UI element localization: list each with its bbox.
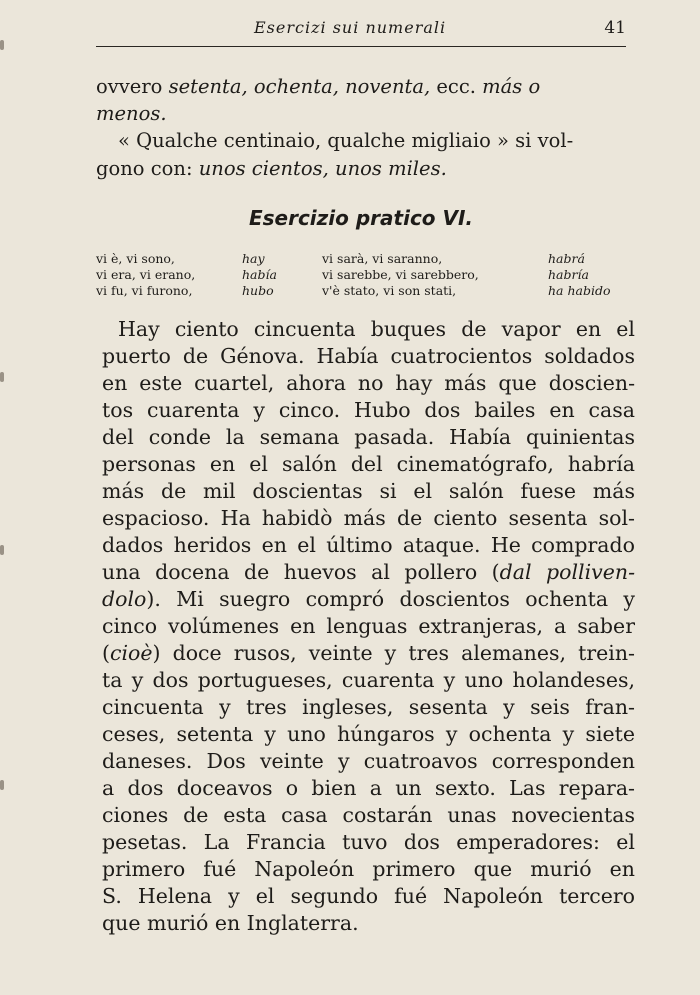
text: ovvero [96, 75, 169, 98]
intro-line [96, 74, 636, 100]
italic-text: dolo [102, 587, 147, 611]
vocab-italian-col-1 [96, 251, 195, 299]
body-line: Hay ciento cincuenta buques de vapor en el [118, 317, 635, 341]
intro-line [96, 101, 636, 127]
body-line [102, 640, 635, 666]
body-line: en este cuartel, ahora no hay más que doscien- [102, 371, 635, 395]
vocab-translation: hubo [242, 283, 274, 298]
italic-text: dal polliven- [499, 560, 635, 584]
running-title: Esercizi sui numerali [254, 18, 447, 37]
italic-text: cioè [110, 641, 153, 665]
margin-mark [0, 372, 4, 382]
body-line: S. Helena y el segundo fué Napoleón tercero [102, 884, 635, 908]
vocab-italian-col-2 [322, 251, 479, 299]
body-line: pesetas. La Francia tuvo dos emperadores: el [102, 830, 635, 854]
text: ( [102, 641, 110, 665]
body-line: primero fué Napoleón primero que murió en [102, 857, 635, 881]
body-line: tos cuarenta y cinco. Hubo dos bailes en casa [102, 398, 635, 422]
vocab-spanish-col-2 [548, 251, 611, 299]
vocab-term: v'è stato, vi son stati, [322, 283, 457, 298]
body-line: cinco volúmenes en lenguas extranjeras, a saber [102, 614, 635, 638]
intro-line [96, 156, 636, 182]
body-line: a dos doceavos o bien a un sexto. Las repara- [102, 776, 635, 800]
body-line: ta y dos portugueses, cuarenta y uno holandeses, [102, 668, 635, 692]
vocab-translation: hay [242, 251, 265, 266]
body-line [102, 559, 635, 585]
body-line: del conde la semana pasada. Había quinientas [102, 425, 635, 449]
page-number: 41 [604, 18, 626, 38]
italic-text: setenta, ochenta, noventa, [168, 75, 431, 98]
margin-mark [0, 780, 4, 790]
exercise-heading: Esercizio pratico VI. [248, 206, 474, 230]
vocab-term: vi era, vi erano, [96, 267, 196, 282]
body-line: cincuenta y tres ingleses, sesenta y seis fran- [102, 695, 635, 719]
body-line: ciones de esta casa costarán unas novecientas [102, 803, 635, 827]
margin-mark [0, 545, 4, 555]
vocab-translation: había [242, 267, 277, 282]
body-line: daneses. Dos veinte y cuatroavos corresponden [102, 749, 635, 773]
vocab-term: vi fu, vi furono, [96, 283, 193, 298]
body-line: espacioso. Ha habidò más de ciento sesenta sol- [102, 506, 635, 530]
body-line: que murió en Inglaterra. [102, 911, 359, 935]
text: gono con: [96, 157, 199, 180]
vocab-spanish-col-1 [242, 251, 277, 299]
body-line [102, 586, 635, 612]
vocab-term: vi sarebbe, vi sarebbero, [322, 267, 479, 282]
vocab-translation: habrá [548, 251, 585, 266]
text: ) doce rusos, veinte y tres alemanes, trein- [152, 641, 635, 665]
body-line: más de mil doscientas si el salón fuese más [102, 479, 635, 503]
body-line: personas en el salón del cinematógrafo, habría [102, 452, 635, 476]
running-header [96, 14, 626, 47]
vocab-term: vi è, vi sono, [96, 251, 175, 266]
italic-text: más o [482, 75, 541, 98]
text: ecc. [430, 75, 483, 98]
body-line: puerto de Génova. Había cuatrocientos soldados [102, 344, 635, 368]
text: ). Mi suegro compró doscientos ochenta y [146, 587, 635, 611]
body-line: ceses, setenta y uno húngaros y ochenta y siete [102, 722, 635, 746]
vocab-term: vi sarà, vi saranno, [322, 251, 443, 266]
intro-line: « Qualche centinaio, qualche migliaio » si vol- [118, 129, 574, 152]
body-line: dados heridos en el último ataque. He comprado [102, 533, 635, 557]
vocab-translation: habría [548, 267, 589, 282]
vocab-translation: ha habido [548, 283, 611, 298]
text: una docena de huevos al pollero ( [102, 560, 500, 584]
margin-mark [0, 40, 4, 50]
italic-text: unos cientos, unos miles. [198, 157, 447, 180]
italic-text: menos. [96, 102, 167, 125]
